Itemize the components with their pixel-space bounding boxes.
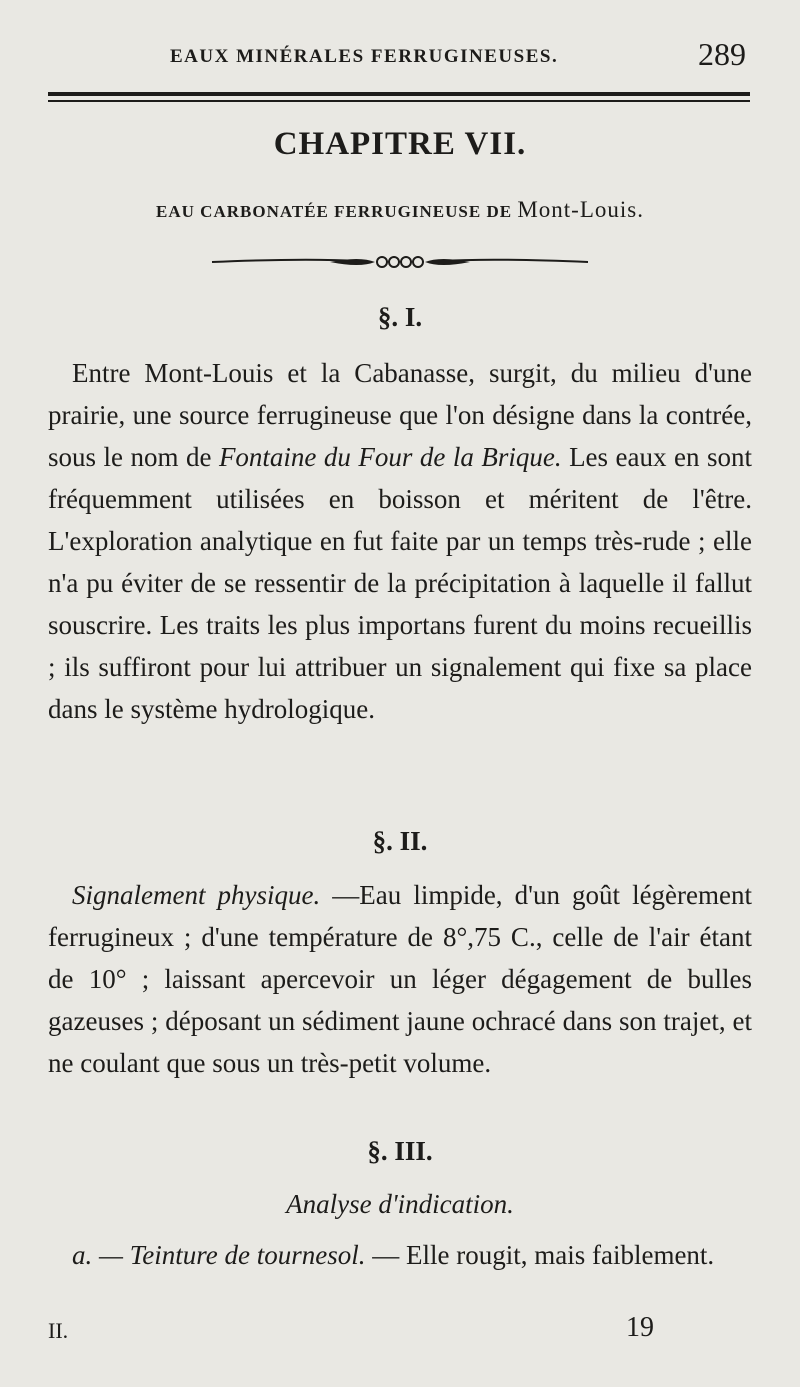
chapter-title: CHAPITRE VII. [273, 126, 527, 162]
chapter-subtitle-prefix: EAU CARBONATÉE FERRUGINEUSE DE [156, 202, 518, 221]
section-2-paragraph [48, 874, 752, 1084]
section-1-paragraph [48, 352, 752, 730]
page-number: 289 [698, 36, 746, 72]
item-a-text: — Elle rougit, mais faiblement. [365, 1240, 715, 1270]
section-3-item-a [48, 1234, 752, 1276]
section-mark-1: §. I. [377, 302, 423, 332]
section-mark-2: §. II. [372, 826, 428, 856]
section-mark-3: §. III. [367, 1136, 433, 1166]
header-rule-thin [48, 100, 750, 102]
ornament-divider-icon [210, 252, 590, 272]
section-1-text-a: Entre Mont-Louis et la Cabanasse, surgit, du milieu d'une prairie, une source ferrugineuse que l'on désigne dans la contrée, sous le nom de [48, 358, 752, 472]
signature-mark-right: 19 [626, 1312, 654, 1343]
section-1-place-name: Fontaine du Four de la Brique. [218, 442, 562, 472]
chapter-subtitle-place: Mont-Louis. [517, 197, 644, 222]
running-title: EAUX MINÉRALES FERRUGINEUSES. [170, 46, 559, 67]
signature-mark-left: II. [48, 1318, 69, 1343]
item-a-reagent: Teinture de tournesol. [129, 1240, 366, 1270]
chapter-subtitle [0, 197, 800, 223]
page-header [0, 28, 800, 88]
section-2-lead: Signalement physique. [72, 880, 321, 910]
section-2-text: —Eau limpide, d'un goût légèrement ferrugineux ; d'une température de 8°,75 C., celle de l'air étant de 10° ; laissant apercevoir un léger dégagement de bulles gazeuses ; déposant un sédiment jaune ochracé dans son trajet, et ne coulant que sous un très-petit volume. [48, 880, 752, 1078]
item-a-label: a. — [72, 1240, 130, 1270]
section-1-text-b: Les eaux en sont fréquemment utilisées en boisson et méritent de l'être. L'exploration analytique en fut faite par un temps très-rude ; elle n'a pu éviter de se ressentir de la précipitation à laquelle il fallut souscrire. Les traits les plus importans furent du moins recueillis ; ils suffiront pour lui attribuer un signalement qui fixe sa place dans le système hydrologique. [48, 442, 752, 724]
section-3-subhead: Analyse d'indication. [286, 1189, 514, 1219]
header-rule-thick [48, 92, 750, 96]
